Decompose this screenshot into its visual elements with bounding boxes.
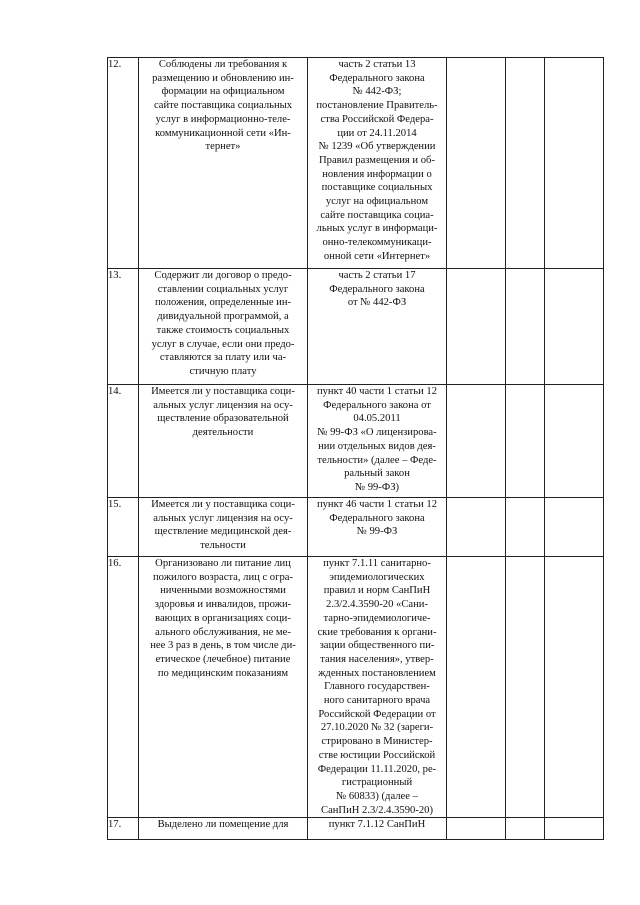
question-line: тельности bbox=[200, 540, 246, 552]
legal-basis-line: онной сети «Интернет» bbox=[323, 250, 431, 262]
legal-basis-line: тания населения», утвер- bbox=[320, 653, 434, 665]
question-line: альных услуг лицензия на осу- bbox=[153, 512, 293, 524]
legal-basis-line: новления информации о bbox=[322, 168, 432, 180]
question-line: формации на официальном bbox=[161, 86, 285, 98]
legal-basis-line: стве юстиции Российской bbox=[318, 749, 436, 761]
answer-cell bbox=[506, 269, 545, 385]
question-line: деятельности bbox=[192, 427, 254, 439]
table-body bbox=[108, 58, 604, 840]
legal-basis-line: пункт 46 части 1 статьи 12 bbox=[316, 499, 438, 510]
legal-basis-cell bbox=[308, 557, 447, 818]
question-cell bbox=[139, 269, 308, 385]
legal-basis-line: ства Российской Федера- bbox=[320, 113, 434, 125]
answer-cell bbox=[545, 557, 604, 818]
answer-cell bbox=[447, 818, 506, 840]
legal-basis-line: Главного государствен- bbox=[324, 681, 430, 693]
table-row bbox=[108, 269, 604, 385]
legal-basis-cell bbox=[308, 269, 447, 385]
legal-basis-cell bbox=[308, 385, 447, 498]
checklist-table bbox=[107, 57, 604, 840]
legal-basis-line: Федерального закона bbox=[329, 283, 425, 295]
row-number: 15. bbox=[108, 498, 139, 557]
question-cell bbox=[139, 385, 308, 498]
question-line: пожилого возраста, лиц с огра- bbox=[153, 571, 293, 583]
answer-cell bbox=[545, 818, 604, 840]
question-line: ставляются за плату или ча- bbox=[159, 352, 287, 364]
question-line: дивидуальной программой, а bbox=[157, 311, 289, 323]
legal-basis-line: № 60833) (далее – bbox=[336, 790, 418, 802]
legal-basis-line: гистрационный bbox=[341, 777, 413, 789]
legal-basis-line: сайте поставщика социа- bbox=[320, 209, 434, 221]
question-line: тернет» bbox=[205, 141, 241, 153]
legal-basis-line: ции от 24.11.2014 bbox=[337, 127, 417, 139]
legal-basis-line: поставщике социальных bbox=[321, 182, 433, 194]
table-row bbox=[108, 557, 604, 818]
legal-basis-line: часть 2 статьи 17 bbox=[338, 270, 416, 281]
question-line: нее 3 раз в день, в том числе ди- bbox=[150, 640, 296, 652]
question-line: етическое (лечебное) питание bbox=[155, 653, 291, 665]
legal-basis-line: № 1239 «Об утверждении bbox=[318, 141, 436, 153]
legal-basis-line: эпидемиологических bbox=[329, 571, 425, 583]
question-cell bbox=[139, 557, 308, 818]
table-row bbox=[108, 818, 604, 840]
question-line: Имеется ли у поставщика соци- bbox=[151, 499, 295, 510]
legal-basis-line: услуг на официальном bbox=[325, 196, 429, 208]
legal-basis-line: ские требования к органи- bbox=[317, 626, 437, 638]
legal-basis-line: 2.3/2.4.3590-20 «Сани- bbox=[326, 599, 428, 611]
question-line: ществление образовательной bbox=[157, 413, 289, 425]
question-cell bbox=[139, 58, 308, 269]
question-line: услуг в информационно-теле- bbox=[155, 113, 291, 125]
question-cell bbox=[139, 818, 308, 840]
answer-cell bbox=[506, 58, 545, 269]
table-row bbox=[108, 385, 604, 498]
answer-cell bbox=[545, 269, 604, 385]
legal-basis-line: 27.10.2020 № 32 (зареги- bbox=[320, 722, 434, 734]
question-line: коммуникационной сети «Ин- bbox=[155, 127, 291, 139]
answer-cell bbox=[447, 557, 506, 818]
question-line: Выделено ли помещение для bbox=[157, 819, 289, 831]
legal-basis-line: № 99-ФЗ bbox=[356, 526, 398, 538]
question-line: ального обслуживания, не ме- bbox=[155, 626, 291, 638]
legal-basis-line: Российской Федерации от bbox=[318, 708, 436, 720]
legal-basis-line: правил и норм СанПиН bbox=[323, 585, 431, 597]
question-line: вающих в организациях соци- bbox=[155, 612, 291, 624]
legal-basis-line: СанПиН 2.3/2.4.3590-20) bbox=[321, 804, 433, 816]
question-line: альных услуг лицензия на осу- bbox=[153, 399, 293, 411]
table-row bbox=[108, 58, 604, 269]
question-line: услуг в случае, если они предо- bbox=[151, 338, 295, 350]
answer-cell bbox=[545, 58, 604, 269]
legal-basis-line: зации общественного пи- bbox=[319, 640, 435, 652]
legal-basis-line: пункт 7.1.12 СанПиН bbox=[328, 819, 426, 831]
row-number: 12. bbox=[108, 58, 139, 269]
question-line: размещению и обновлению ин- bbox=[152, 72, 294, 84]
legal-basis-line: № 99-ФЗ «О лицензирова- bbox=[317, 427, 437, 439]
answer-cell bbox=[506, 557, 545, 818]
question-line: положения, определенные ин- bbox=[154, 297, 292, 309]
legal-basis-line: пункт 7.1.11 санитарно- bbox=[323, 558, 431, 569]
legal-basis-cell bbox=[308, 498, 447, 557]
legal-basis-cell bbox=[308, 58, 447, 269]
legal-basis-line: стрировано в Министер- bbox=[321, 736, 433, 748]
question-line: по медицинским показаниям bbox=[157, 667, 289, 679]
legal-basis-line: Федерального закона bbox=[329, 72, 425, 84]
legal-basis-line: часть 2 статьи 13 bbox=[338, 59, 416, 70]
answer-cell bbox=[545, 498, 604, 557]
question-line: ществление медицинской дея- bbox=[154, 526, 292, 538]
legal-basis-line: Федерации 11.11.2020, ре- bbox=[317, 763, 437, 775]
legal-basis-line: № 99-ФЗ) bbox=[354, 481, 400, 493]
question-line: Содержит ли договор о предо- bbox=[154, 270, 292, 281]
legal-basis-line: жденных постановлением bbox=[318, 667, 436, 679]
answer-cell bbox=[545, 385, 604, 498]
row-number: 16. bbox=[108, 557, 139, 818]
question-line: Организовано ли питание лиц bbox=[155, 558, 291, 569]
legal-basis-line: ральный закон bbox=[344, 468, 410, 480]
answer-cell bbox=[506, 385, 545, 498]
answer-cell bbox=[447, 269, 506, 385]
legal-basis-line: от № 442-ФЗ bbox=[347, 297, 407, 309]
legal-basis-line: тарно-эпидемиологиче- bbox=[323, 612, 431, 624]
question-line: стичную плату bbox=[189, 365, 257, 377]
legal-basis-line: льных услуг в информаци- bbox=[316, 223, 438, 235]
legal-basis-cell bbox=[308, 818, 447, 840]
legal-basis-line: нии отдельных видов дея- bbox=[318, 440, 436, 452]
answer-cell bbox=[506, 818, 545, 840]
legal-basis-line: онно-телекоммуникаци- bbox=[322, 237, 432, 249]
legal-basis-line: Федерального закона от bbox=[323, 399, 431, 411]
legal-basis-line: Федерального закона bbox=[329, 512, 425, 524]
legal-basis-line: Правил размещения и об- bbox=[319, 154, 435, 166]
question-line: ниченными возможностями bbox=[160, 585, 286, 597]
legal-basis-line: № 442-ФЗ; bbox=[352, 86, 402, 98]
row-number: 14. bbox=[108, 385, 139, 498]
question-line: ставлении социальных услуг bbox=[157, 283, 289, 295]
legal-basis-line: постановление Правитель- bbox=[316, 100, 438, 112]
answer-cell bbox=[447, 498, 506, 557]
answer-cell bbox=[447, 58, 506, 269]
question-line: Имеется ли у поставщика соци- bbox=[151, 386, 295, 397]
legal-basis-line: 04.05.2011 bbox=[353, 413, 401, 425]
legal-basis-line: тельности» (далее – Феде- bbox=[317, 454, 437, 466]
question-cell bbox=[139, 498, 308, 557]
legal-basis-line: пункт 40 части 1 статьи 12 bbox=[316, 386, 438, 397]
table-row bbox=[108, 498, 604, 557]
answer-cell bbox=[506, 498, 545, 557]
question-line: сайте поставщика социальных bbox=[153, 100, 293, 112]
legal-basis-line: ного санитарного врача bbox=[323, 695, 431, 707]
question-line: также стоимость социальных bbox=[156, 324, 290, 336]
question-line: Соблюдены ли требования к bbox=[158, 59, 288, 70]
question-line: здоровья и инвалидов, прожи- bbox=[154, 599, 292, 611]
answer-cell bbox=[447, 385, 506, 498]
row-number: 17. bbox=[108, 818, 139, 840]
row-number: 13. bbox=[108, 269, 139, 385]
